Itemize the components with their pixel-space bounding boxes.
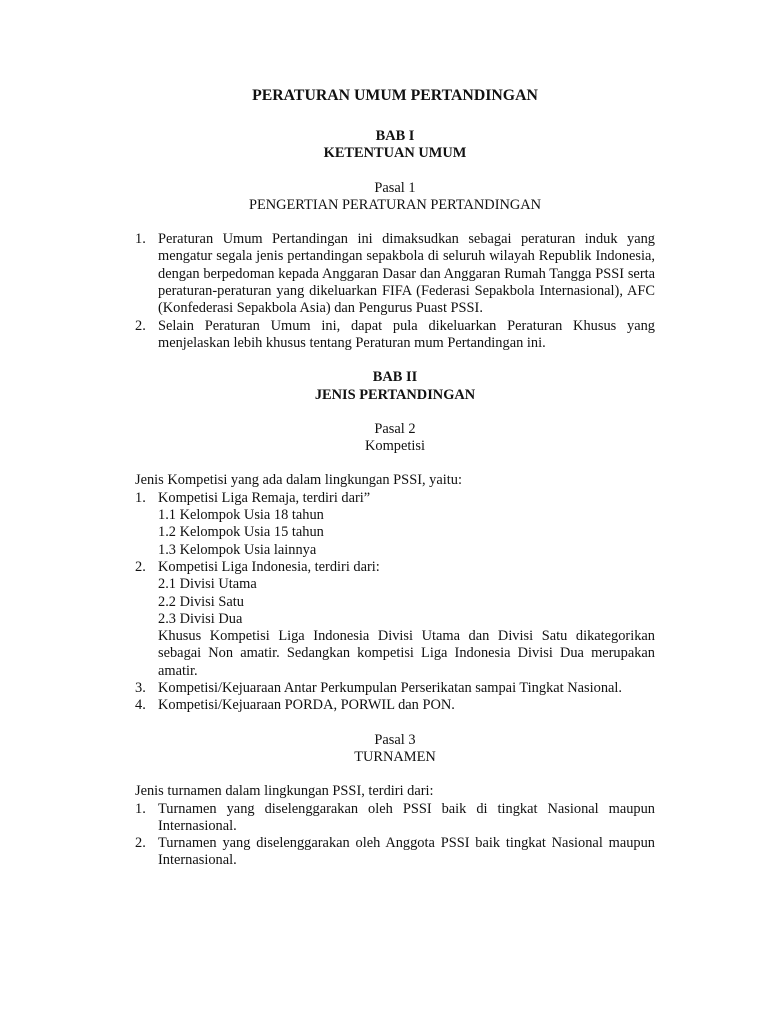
list-text: Kompetisi Liga Indonesia, terdiri dari: bbox=[158, 558, 380, 575]
list-text: Kompetisi Liga Remaja, terdiri dari” bbox=[158, 489, 371, 506]
list-item bbox=[135, 835, 655, 870]
list-item bbox=[135, 559, 655, 576]
pasal-2-list bbox=[135, 490, 655, 715]
bab-2-heading: BAB II bbox=[372, 369, 418, 386]
pasal-2-intro: Jenis Kompetisi yang ada dalam lingkungan PSSI, yaitu: bbox=[135, 472, 462, 489]
list-note: Khusus Kompetisi Liga Indonesia Divisi Utama dan Divisi Satu dikategorikan sebagai Non amatir. Sedangkan kompetisi Liga Indonesia Divisi Dua merupakan amatir. bbox=[158, 628, 655, 679]
list-number: 1. bbox=[135, 231, 146, 248]
list-text: Turnamen yang diselenggarakan oleh PSSI baik di tingkat Nasional maupun Internasional. bbox=[158, 800, 655, 834]
list-text: Kompetisi/Kejuaraan Antar Perkumpulan Perserikatan sampai Tingkat Nasional. bbox=[158, 680, 623, 697]
sub-item: 1.3 Kelompok Usia lainnya bbox=[158, 541, 317, 558]
list-text: Turnamen yang diselenggarakan oleh Anggota PSSI baik tingkat Nasional maupun Internasional. bbox=[158, 835, 655, 869]
sub-item: 1.2 Kelompok Usia 15 tahun bbox=[158, 524, 324, 541]
pasal-1-heading: Pasal 1 bbox=[374, 179, 416, 196]
sub-item: 2.1 Divisi Utama bbox=[158, 576, 257, 593]
list-number: 2. bbox=[135, 558, 146, 575]
pasal-2-heading: Pasal 2 bbox=[374, 420, 416, 437]
document-title: PERATURAN UMUM PERTANDINGAN bbox=[252, 87, 538, 104]
pasal-3-heading: Pasal 3 bbox=[374, 731, 416, 748]
pasal-1-subheading: PENGERTIAN PERATURAN PERTANDINGAN bbox=[248, 196, 542, 213]
list-item bbox=[135, 801, 655, 836]
bab-2-subheading: JENIS PERTANDINGAN bbox=[314, 386, 476, 403]
list-text: Selain Peraturan Umum ini, dapat pula dikeluarkan Peraturan Khusus yang menjelaskan lebih khusus tentang Peraturan mum Pertandingan ini. bbox=[158, 317, 655, 351]
pasal-1-list bbox=[135, 231, 655, 352]
document-page bbox=[135, 86, 655, 870]
pasal-2-subheading: Kompetisi bbox=[365, 438, 425, 455]
list-item bbox=[135, 680, 655, 697]
pasal-3-intro: Jenis turnamen dalam lingkungan PSSI, terdiri dari: bbox=[135, 783, 434, 800]
pasal-3-subheading: TURNAMEN bbox=[354, 748, 436, 765]
list-item bbox=[135, 697, 655, 714]
sub-item: 2.3 Divisi Dua bbox=[158, 610, 243, 627]
bab-1-heading: BAB I bbox=[375, 128, 415, 144]
sub-item: 1.1 Kelompok Usia 18 tahun bbox=[158, 507, 324, 524]
list-number: 1. bbox=[135, 489, 146, 506]
pasal-3-list bbox=[135, 801, 655, 870]
bab-1-subheading: KETENTUAN UMUM bbox=[323, 145, 467, 162]
list-number: 2. bbox=[135, 317, 146, 334]
list-text: Peraturan Umum Pertandingan ini dimaksudkan sebagai peraturan induk yang mengatur segala jenis pertandingan sepakbola di seluruh wilayah Republik Indonesia, dengan berpedoman kepada Anggaran Dasar dan Anggaran Rumah Tangga PSSI serta peraturan-peraturan yang dikeluarkan FIFA (Federasi Sepakbola Internasional), AFC (Konfederasi Sepakbola Asia) dan Pengurus Puast PSSI. bbox=[158, 231, 655, 317]
sub-item: 2.2 Divisi Satu bbox=[158, 593, 244, 610]
list-item bbox=[135, 490, 655, 507]
list-item bbox=[135, 318, 655, 353]
list-text: Kompetisi/Kejuaraan PORDA, PORWIL dan PON. bbox=[158, 697, 455, 714]
list-number: 4. bbox=[135, 697, 146, 714]
list-item bbox=[135, 231, 655, 317]
list-number: 2. bbox=[135, 835, 146, 852]
list-number: 3. bbox=[135, 680, 146, 697]
list-number: 1. bbox=[135, 800, 146, 817]
